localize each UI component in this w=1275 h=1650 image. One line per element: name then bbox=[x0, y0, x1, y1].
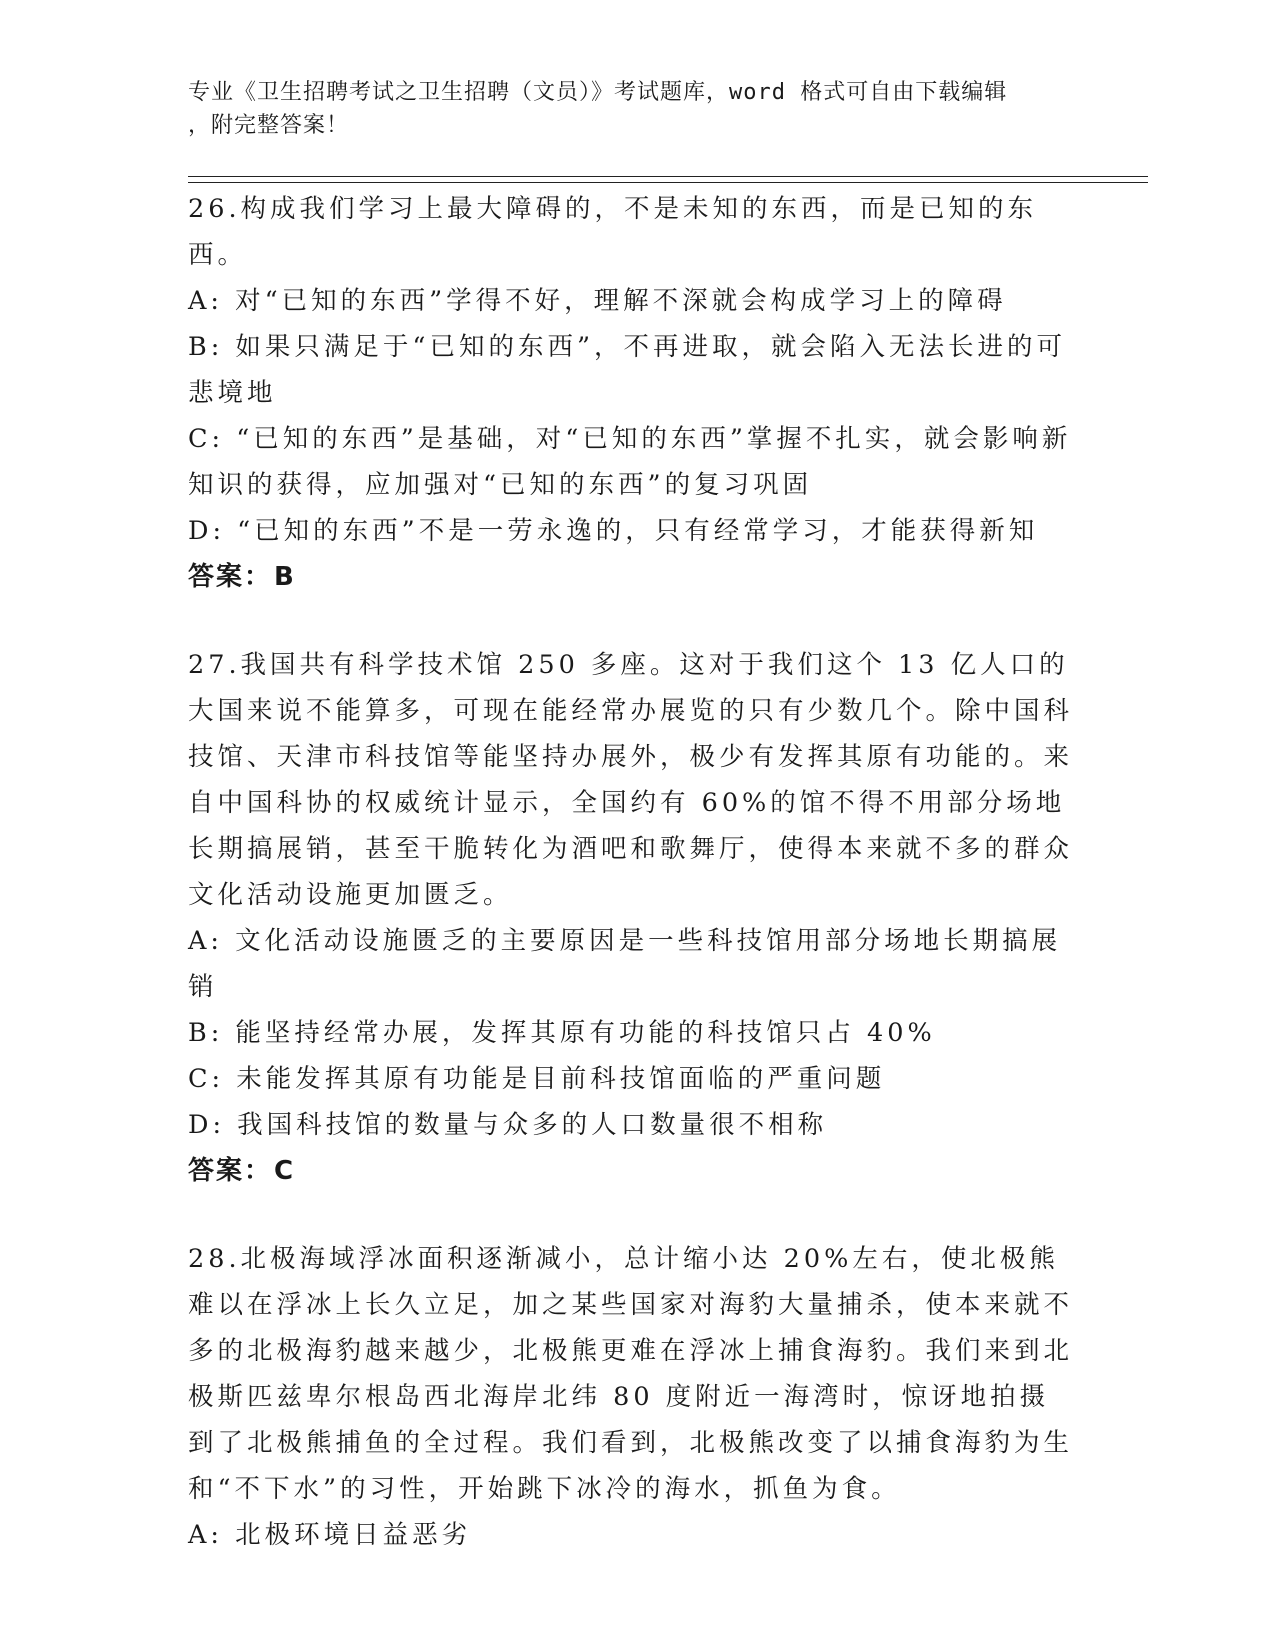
answer-line bbox=[188, 554, 1078, 600]
option-d: D: 我国科技馆的数量与众多的人口数量很不相称 bbox=[188, 1110, 828, 1140]
option-d: D: “已知的东西”不是一劳永逸的，只有经常学习，才能获得新知 bbox=[188, 516, 1039, 546]
answer-label: 答案： bbox=[188, 1156, 273, 1186]
answer-label: 答案： bbox=[188, 562, 273, 592]
question-26 bbox=[188, 186, 1078, 600]
page-header bbox=[188, 76, 1068, 142]
option-a: A: 对“已知的东西”学得不好，理解不深就会构成学习上的障碍 bbox=[188, 286, 1007, 316]
question-stem: 26.构成我们学习上最大障碍的，不是未知的东西，而是已知的东西。 bbox=[188, 194, 1038, 270]
question-27 bbox=[188, 642, 1078, 1194]
option-c: C: 未能发挥其原有功能是目前科技馆面临的严重问题 bbox=[188, 1064, 886, 1094]
option-b: B: 如果只满足于“已知的东西”，不再进取，就会陷入无法长进的可悲境地 bbox=[188, 332, 1067, 408]
question-list bbox=[188, 186, 1078, 1558]
question-28 bbox=[188, 1236, 1078, 1558]
answer-value: B bbox=[274, 562, 296, 592]
option-a: A: 北极环境日益恶劣 bbox=[188, 1520, 472, 1550]
option-c: C: “已知的东西”是基础，对“已知的东西”掌握不扎实，就会影响新知识的获得，应加强对“已知的东西”的复习巩固 bbox=[188, 424, 1072, 500]
option-b: B: 能坚持经常办展，发挥其原有功能的科技馆只占 40% bbox=[188, 1018, 936, 1048]
question-stem: 28.北极海域浮冰面积逐渐减小，总计缩小达 20%左右，使北极熊难以在浮冰上长久立足，加之某些国家对海豹大量捕杀，使本来就不多的北极海豹越来越少，北极熊更难在浮冰上捕食海豹。我们来到北极斯匹兹卑尔根岛西北海岸北纬 80 度附近一海湾时，惊讶地拍摄到了北极熊捕鱼的全过程。我们看到，北极熊改变了以捕食海豹为生和“不下水”的习性，开始跳下冰冷的海水，抓鱼为食。 bbox=[188, 1244, 1074, 1504]
header-line-1: 专业《卫生招聘考试之卫生招聘（文员）》考试题库，word 格式可自由下载编辑 bbox=[188, 80, 1008, 105]
question-stem: 27.我国共有科学技术馆 250 多座。这对于我们这个 13 亿人口的大国来说不能算多，可现在能经常办展览的只有少数几个。除中国科技馆、天津市科技馆等能坚持办展外，极少有发挥其原有功能的。来自中国科协的权威统计显示，全国约有 60%的馆不得不用部分场地长期搞展销，甚至干脆转化为酒吧和歌舞厅，使得本来就不多的群众文化活动设施更加匮乏。 bbox=[188, 650, 1074, 910]
header-line-2: ，附完整答案！ bbox=[188, 113, 350, 138]
answer-line bbox=[188, 1148, 1078, 1194]
header-double-rule bbox=[188, 176, 1148, 183]
answer-value: C bbox=[274, 1156, 296, 1186]
option-a: A: 文化活动设施匮乏的主要原因是一些科技馆用部分场地长期搞展销 bbox=[188, 926, 1062, 1002]
